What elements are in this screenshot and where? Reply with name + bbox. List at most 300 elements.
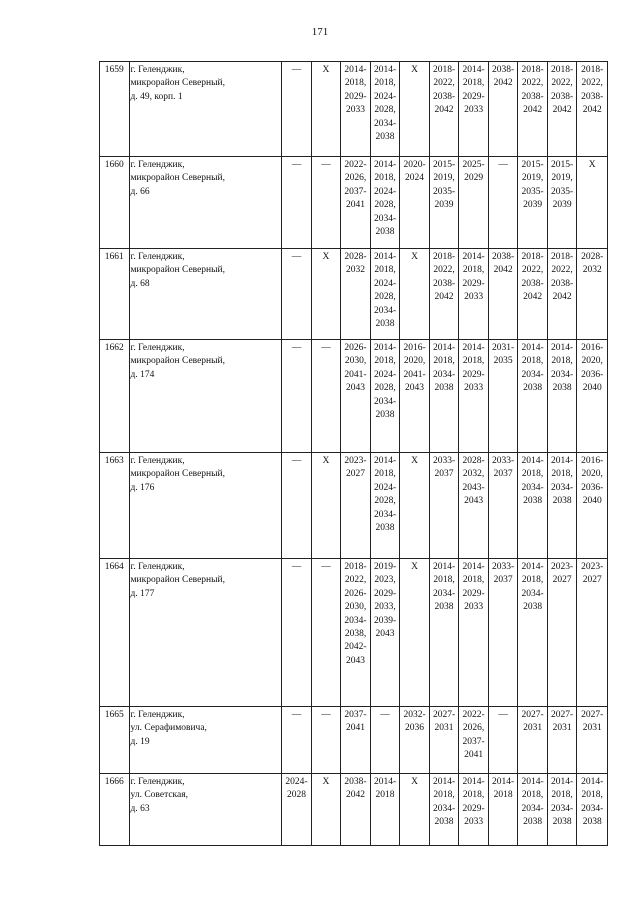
period-text: X	[322, 252, 330, 262]
period-text: 2023-	[581, 562, 604, 572]
period-text: 2038	[552, 817, 572, 828]
period-text: 2042	[582, 105, 602, 116]
period-text: 2016-	[403, 343, 426, 353]
period-text: 2014-	[521, 562, 544, 572]
period-text: 2031	[523, 723, 543, 734]
period-text: 2038	[375, 132, 395, 143]
period-text: 2027	[582, 575, 602, 586]
period-text: 2020-	[403, 160, 426, 170]
period-text: 2033-	[432, 456, 456, 466]
address-line: микрорайон Северный,	[130, 173, 225, 184]
period-cell	[341, 453, 371, 559]
address-cell	[129, 707, 282, 774]
period-cell	[547, 340, 577, 453]
address-line: микрорайон Северный,	[130, 78, 225, 89]
period-text: 2038	[375, 523, 395, 534]
period-text: 2018,	[344, 78, 367, 89]
period-text: 2031-	[492, 343, 515, 353]
row-number: 1666	[100, 774, 130, 846]
period-text: 2028,	[374, 292, 396, 303]
address-line: г. Геленджик,	[130, 65, 185, 75]
period-text: —	[291, 252, 302, 262]
period-text: 2014-	[373, 777, 397, 787]
period-cell	[282, 249, 312, 340]
period-text: 2036-	[581, 369, 604, 380]
period-cell	[488, 249, 518, 340]
period-text: 2028	[286, 790, 306, 801]
period-text: —	[291, 160, 302, 170]
period-text: 2034-	[551, 803, 574, 814]
period-text: 2029-	[462, 91, 485, 102]
period-cell	[518, 249, 548, 340]
period-text: 2018,	[374, 265, 396, 276]
period-text: 2014-	[432, 343, 456, 353]
period-cell	[341, 559, 371, 707]
period-cell	[459, 157, 489, 249]
period-text: 2014-	[521, 343, 544, 353]
period-text: 2042	[552, 105, 572, 116]
period-cell	[518, 559, 548, 707]
period-text: 2043	[375, 629, 395, 640]
table-row	[100, 62, 608, 157]
address-cell	[129, 559, 282, 707]
period-text: 2014-	[551, 777, 574, 787]
period-text: 2037-	[344, 186, 367, 197]
period-text: 2026-	[344, 343, 367, 353]
period-cell	[547, 774, 577, 846]
table-row	[100, 340, 608, 453]
period-text: 2042	[523, 105, 543, 116]
period-cell	[518, 340, 548, 453]
period-text: 2026-	[344, 588, 367, 599]
period-text: 2038,	[344, 629, 367, 640]
period-text: 2033	[346, 105, 365, 116]
period-cell	[547, 249, 577, 340]
period-text: 2034-	[581, 803, 604, 814]
period-cell	[341, 774, 371, 846]
period-text: 2037	[493, 469, 513, 480]
period-cell	[577, 340, 608, 453]
period-text: 2034-	[373, 396, 397, 407]
period-text: 2034-	[432, 369, 456, 380]
period-text: X	[411, 777, 418, 787]
period-text: 2016-	[581, 343, 604, 353]
period-text: 2028,	[374, 200, 396, 211]
period-cell	[459, 62, 489, 157]
period-text: 2018,	[462, 356, 485, 367]
address-line: д. 174	[130, 369, 155, 380]
period-text: 2020,	[581, 469, 603, 480]
period-text: 2014-	[373, 160, 397, 170]
period-cell	[341, 157, 371, 249]
address-line: д. 177	[130, 588, 155, 599]
period-text: 2018-	[344, 562, 367, 572]
period-text: 2039	[434, 200, 454, 211]
period-text: 2042	[434, 105, 454, 116]
period-cell	[488, 62, 518, 157]
period-text: 2039	[523, 200, 543, 211]
period-cell	[370, 453, 400, 559]
period-text: 2014-	[581, 777, 604, 787]
period-text: 2035-	[551, 186, 574, 197]
period-text: 2022-	[344, 160, 367, 170]
period-text: X	[411, 65, 418, 75]
period-text: 2034-	[521, 482, 544, 493]
period-text: —	[321, 343, 331, 353]
period-cell	[341, 340, 371, 453]
period-text: —	[291, 456, 302, 466]
period-text: 2038	[375, 410, 395, 421]
period-text: 2028-	[462, 456, 485, 466]
row-number: 1660	[100, 157, 130, 249]
period-cell	[311, 157, 341, 249]
period-text: —	[291, 710, 302, 720]
period-text: 2018,	[551, 790, 573, 801]
period-cell	[488, 559, 518, 707]
period-text: —	[498, 710, 508, 720]
period-text: 2042	[552, 292, 572, 303]
period-text: 2029-	[373, 588, 397, 599]
table-row	[100, 774, 608, 846]
period-text: 2033	[464, 817, 484, 828]
period-text: 2018-	[521, 65, 544, 75]
period-cell	[341, 707, 371, 774]
period-cell	[400, 453, 430, 559]
page-number: 171	[311, 26, 329, 38]
period-text: 2028,	[374, 105, 396, 116]
period-text: 2023-	[344, 456, 367, 466]
period-cell	[518, 453, 548, 559]
period-cell	[311, 707, 341, 774]
period-text: 2038	[523, 496, 543, 507]
period-cell	[341, 62, 371, 157]
period-cell	[459, 340, 489, 453]
row-number: 1663	[100, 453, 130, 559]
period-cell	[577, 774, 608, 846]
period-cell	[311, 249, 341, 340]
period-cell	[400, 249, 430, 340]
period-text: 2024-	[285, 777, 308, 787]
period-text: 2038	[434, 383, 454, 394]
table-row	[100, 453, 608, 559]
period-text: 2034-	[373, 118, 397, 129]
period-cell	[547, 62, 577, 157]
period-text: 2026,	[462, 723, 485, 734]
period-text: 2033,	[374, 602, 396, 613]
address-line: д. 49, корп. 1	[130, 91, 183, 102]
period-cell	[282, 559, 312, 707]
period-text: X	[322, 65, 330, 75]
period-text: 2018-	[551, 252, 574, 262]
period-text: 2014-	[462, 252, 485, 262]
period-text: 2028,	[374, 383, 396, 394]
period-cell	[400, 559, 430, 707]
period-text: 2043	[346, 655, 365, 666]
period-text: 2042	[346, 790, 365, 801]
period-text: 2028-	[344, 252, 367, 262]
period-text: 2038	[552, 496, 572, 507]
address-cell	[129, 249, 282, 340]
row-number: 1661	[100, 249, 130, 340]
address-line: г. Геленджик,	[130, 456, 185, 466]
period-text: 2014-	[492, 777, 515, 787]
period-text: 2014-	[432, 777, 456, 787]
period-cell	[577, 707, 608, 774]
period-cell	[577, 62, 608, 157]
period-cell	[341, 249, 371, 340]
period-text: 2029-	[462, 369, 485, 380]
period-text: 2022,	[521, 78, 544, 89]
period-text: 2034-	[551, 482, 574, 493]
period-text: —	[321, 710, 331, 720]
period-text: 2018,	[374, 469, 396, 480]
address-cell	[129, 453, 282, 559]
period-text: 2014-	[462, 777, 485, 787]
table-row	[100, 249, 608, 340]
period-text: 2018-	[581, 65, 604, 75]
period-text: 2014-	[551, 343, 574, 353]
period-text: 2038-	[521, 91, 544, 102]
period-text: 2022,	[433, 78, 455, 89]
address-cell	[129, 774, 282, 846]
period-cell	[459, 559, 489, 707]
period-text: 2014-	[521, 777, 544, 787]
period-cell	[282, 340, 312, 453]
period-text: 2034-	[373, 509, 397, 520]
period-cell	[282, 62, 312, 157]
period-text: 2028,	[374, 496, 396, 507]
repair-schedule-table	[99, 61, 608, 846]
period-text: 2014-	[344, 65, 367, 75]
period-text: 2023,	[374, 575, 396, 586]
period-text: 2024-	[373, 186, 397, 197]
period-text: 2033	[464, 602, 484, 613]
period-text: 2022,	[344, 575, 367, 586]
period-text: 2014-	[373, 252, 397, 262]
period-text: 2034-	[432, 803, 456, 814]
period-text: 2040	[582, 383, 602, 394]
period-text: 2038	[523, 817, 543, 828]
period-text: 2022,	[551, 265, 573, 276]
period-text: 2038-	[521, 278, 544, 289]
period-text: 2018,	[374, 356, 396, 367]
period-text: 2032	[346, 265, 365, 276]
period-cell	[311, 774, 341, 846]
period-text: 2029-	[344, 91, 367, 102]
period-text: 2014-	[462, 65, 485, 75]
period-text: 2043-	[462, 482, 485, 493]
period-text: 2038-	[492, 252, 515, 262]
address-line: г. Геленджик,	[130, 710, 185, 720]
row-number: 1664	[100, 559, 130, 707]
period-cell	[547, 157, 577, 249]
period-cell	[370, 774, 400, 846]
address-line: ул. Советская,	[130, 790, 188, 801]
period-cell	[370, 62, 400, 157]
period-text: 2018,	[374, 78, 396, 89]
period-text: 2034-	[551, 369, 574, 380]
period-text: 2018,	[433, 575, 455, 586]
period-cell	[459, 707, 489, 774]
period-text: 2027-	[521, 710, 544, 720]
period-text: 2022,	[433, 265, 455, 276]
period-text: 2042	[523, 292, 543, 303]
period-text: 2041	[346, 723, 365, 734]
period-cell	[518, 62, 548, 157]
period-cell	[429, 157, 459, 249]
period-text: 2032-	[403, 710, 426, 720]
table-row	[100, 559, 608, 707]
period-text: 2043	[405, 383, 425, 394]
period-cell	[400, 707, 430, 774]
period-cell	[370, 249, 400, 340]
period-cell	[429, 453, 459, 559]
period-text: 2014-	[462, 343, 485, 353]
period-cell	[311, 62, 341, 157]
period-cell	[577, 157, 608, 249]
period-text: 2038-	[581, 91, 604, 102]
period-text: 2035	[493, 356, 513, 367]
period-text: 2014-	[373, 65, 397, 75]
period-text: 2018,	[551, 469, 573, 480]
period-text: 2014-	[373, 456, 397, 466]
period-text: 2019,	[551, 173, 573, 184]
period-text: 2033	[464, 105, 484, 116]
address-line: д. 68	[130, 278, 150, 289]
period-cell	[459, 249, 489, 340]
period-text: X	[322, 777, 330, 787]
address-line: микрорайон Северный,	[130, 265, 225, 276]
period-text: 2018-	[432, 252, 456, 262]
period-text: 2038	[434, 817, 454, 828]
period-text: 2018	[375, 790, 395, 801]
address-line: микрорайон Северный,	[130, 575, 225, 586]
period-text: 2038-	[551, 91, 574, 102]
period-text: 2042	[434, 292, 454, 303]
period-text: 2038	[375, 319, 395, 330]
address-line: д. 63	[130, 803, 150, 814]
period-text: 2018,	[521, 790, 544, 801]
period-text: 2029-	[462, 588, 485, 599]
address-cell	[129, 340, 282, 453]
period-text: 2027-	[581, 710, 604, 720]
period-cell	[370, 707, 400, 774]
period-cell	[429, 707, 459, 774]
period-text: 2037	[493, 575, 513, 586]
period-text: 2018,	[521, 575, 544, 586]
address-line: г. Геленджик,	[130, 252, 185, 262]
period-cell	[577, 559, 608, 707]
period-text: 2039	[552, 200, 572, 211]
period-text: 2040	[582, 496, 602, 507]
period-text: 2020,	[581, 356, 603, 367]
row-number: 1665	[100, 707, 130, 774]
period-text: 2038-	[551, 278, 574, 289]
period-cell	[429, 340, 459, 453]
period-text: 2029-	[462, 803, 485, 814]
period-cell	[518, 774, 548, 846]
period-cell	[488, 707, 518, 774]
period-text: X	[411, 252, 418, 262]
period-cell	[370, 340, 400, 453]
period-text: 2042-	[344, 642, 367, 653]
period-text: 2034-	[373, 213, 397, 224]
period-text: 2027-	[551, 710, 574, 720]
period-cell	[429, 559, 459, 707]
period-cell	[577, 453, 608, 559]
period-text: 2018,	[581, 790, 603, 801]
period-cell	[547, 559, 577, 707]
period-text: 2027	[552, 575, 572, 586]
period-text: 2042	[493, 265, 513, 276]
period-text: 2027-	[432, 710, 456, 720]
period-text: 2038	[523, 383, 543, 394]
period-cell	[282, 707, 312, 774]
period-text: 2043	[346, 383, 365, 394]
period-text: 2022,	[581, 78, 603, 89]
period-text: 2033-	[492, 456, 515, 466]
period-text: 2019-	[373, 562, 397, 572]
period-text: —	[291, 65, 302, 75]
period-text: 2033	[464, 383, 484, 394]
period-text: 2015-	[551, 160, 574, 170]
period-cell	[429, 249, 459, 340]
period-cell	[400, 340, 430, 453]
period-text: 2038-	[432, 91, 456, 102]
period-cell	[370, 157, 400, 249]
period-text: 2024-	[373, 369, 397, 380]
period-text: 2024-	[373, 91, 397, 102]
period-text: 2041	[346, 200, 365, 211]
period-text: 2018,	[462, 790, 485, 801]
period-text: X	[322, 456, 330, 466]
period-text: 2030,	[344, 602, 367, 613]
period-text: 2031	[582, 723, 602, 734]
address-line: д. 66	[130, 186, 150, 197]
period-text: 2018,	[551, 356, 573, 367]
address-cell	[129, 62, 282, 157]
period-text: 2038	[434, 602, 454, 613]
period-cell	[547, 707, 577, 774]
period-text: 2038-	[344, 777, 367, 787]
period-text: 2027	[346, 469, 365, 480]
period-text: 2016-	[581, 456, 604, 466]
period-text: 2036	[405, 723, 425, 734]
row-number: 1659	[100, 62, 130, 157]
period-text: —	[321, 562, 331, 572]
period-text: 2032,	[462, 469, 485, 480]
period-cell	[400, 774, 430, 846]
period-cell	[400, 62, 430, 157]
address-line: г. Геленджик,	[130, 777, 185, 787]
period-cell	[311, 453, 341, 559]
period-cell	[459, 453, 489, 559]
period-text: 2043	[464, 496, 484, 507]
period-cell	[282, 774, 312, 846]
period-cell	[459, 774, 489, 846]
period-text: 2019,	[433, 173, 455, 184]
period-text: 2022-	[462, 710, 485, 720]
period-cell	[488, 453, 518, 559]
address-line: д. 176	[130, 482, 155, 493]
address-line: г. Геленджик,	[130, 160, 185, 170]
period-text: 2030,	[344, 356, 367, 367]
period-text: 2042	[493, 78, 513, 89]
period-text: 2018,	[462, 265, 485, 276]
period-text: —	[291, 343, 302, 353]
period-cell	[577, 249, 608, 340]
period-cell	[429, 62, 459, 157]
